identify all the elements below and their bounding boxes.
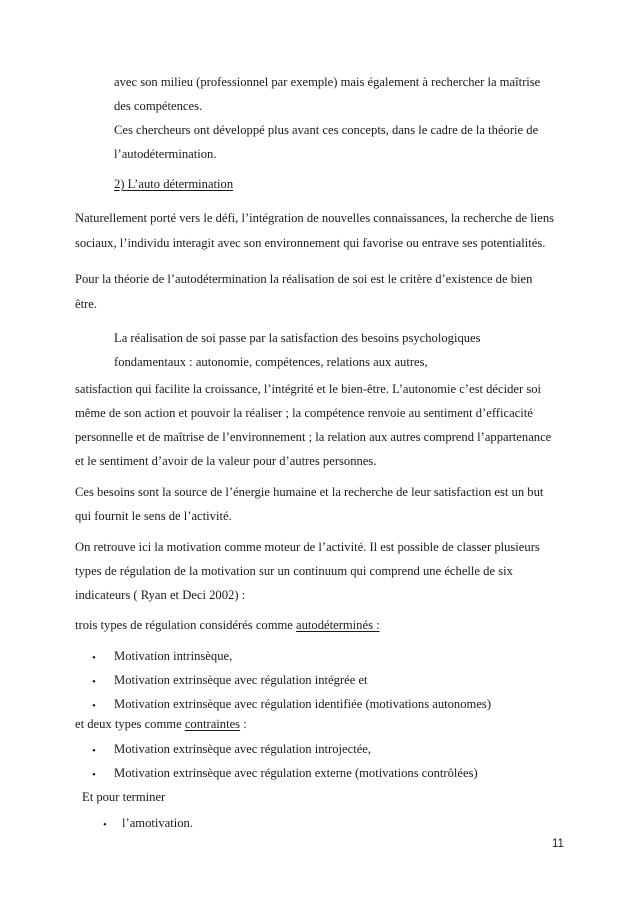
paragraph-1-line-1: Naturellement porté vers le défi, l’intégration de nouvelles connaissances, la recherche de liens [75,211,555,225]
paragraph-4-line-1: satisfaction qui facilite la croissance, l’intégrité et le bien-être. L’autonomie c’est décider soi [75,382,542,396]
intro-line-1: avec son milieu (professionnel par exemple) mais également à rechercher la maîtrise [114,75,541,89]
bullet-icon: • [92,676,96,688]
paragraph-1-line-2: sociaux, l’individu interagit avec son environnement qui favorise ou entrave ses potentialités. [75,236,546,250]
paragraph-3-line-1: La réalisation de soi passe par la satisfaction des besoins psychologiques [114,331,481,345]
list-item-constrained-1: Motivation extrinsèque avec régulation introjectée, [114,742,372,756]
constrained-intro-text: et deux types comme [75,717,185,731]
page-number: 11 [552,838,564,850]
bullet-icon: • [103,819,107,831]
paragraph-4-line-2: même de son action et pouvoir la réaliser ; la compétence renvoie au sentiment d’efficacité [75,406,533,420]
paragraph-6-line-1: On retrouve ici la motivation comme moteur de l’activité. Il est possible de classer plusieurs [75,540,540,554]
paragraph-3-line-2: fondamentaux : autonomie, compétences, relations aux autres, [114,355,428,369]
autodetermined-intro-text: trois types de régulation considérés comme [75,618,297,632]
paragraph-2-line-1: Pour la théorie de l’autodétermination la réalisation de soi est le critère d’existence de bien [75,272,533,286]
list-item-auto-1: Motivation intrinsèque, [114,649,233,663]
bullet-icon: • [92,700,96,712]
intro-line-3: Ces chercheurs ont développé plus avant ces concepts, dans le cadre de la théorie de [114,123,539,137]
autodetermined-term: autodéterminés : [296,618,380,632]
paragraph-6-line-2: types de régulation de la motivation sur un continuum qui comprend une échelle de six [75,564,513,578]
list-item-final: l’amotivation. [122,816,193,830]
paragraph-2-line-2: être. [75,297,98,311]
intro-line-4: l’autodétermination. [114,147,217,161]
paragraph-5-line-1: Ces besoins sont la source de l’énergie humaine et la recherche de leur satisfaction est un but [75,485,544,499]
bullet-icon: • [92,769,96,781]
paragraph-6-line-3: indicateurs ( Ryan et Deci 2002) : [75,588,246,602]
list-item-constrained-2: Motivation extrinsèque avec régulation externe (motivations contrôlées) [114,766,478,780]
bullet-icon: • [92,652,96,664]
paragraph-4-line-4: et le sentiment d’avoir de la valeur pour d’autres personnes. [75,454,377,468]
bullet-icon: • [92,745,96,757]
intro-line-2: des compétences. [114,99,203,113]
section-heading: 2) L’auto détermination [114,177,234,191]
constrained-intro [75,716,247,732]
paragraph-4-line-3: personnelle et de maîtrise de l’environnement ; la relation aux autres comprend l’appartenance [75,430,552,444]
constrained-colon: : [240,717,247,731]
autodetermined-intro [75,617,380,633]
paragraph-5-line-2: qui fournit le sens de l’activité. [75,509,232,523]
list-item-auto-3: Motivation extrinsèque avec régulation identifiée (motivations autonomes) [114,697,492,711]
final-intro: Et pour terminer [82,790,166,804]
constrained-term: contraintes [184,717,241,731]
list-item-auto-2: Motivation extrinsèque avec régulation intégrée et [114,673,368,687]
